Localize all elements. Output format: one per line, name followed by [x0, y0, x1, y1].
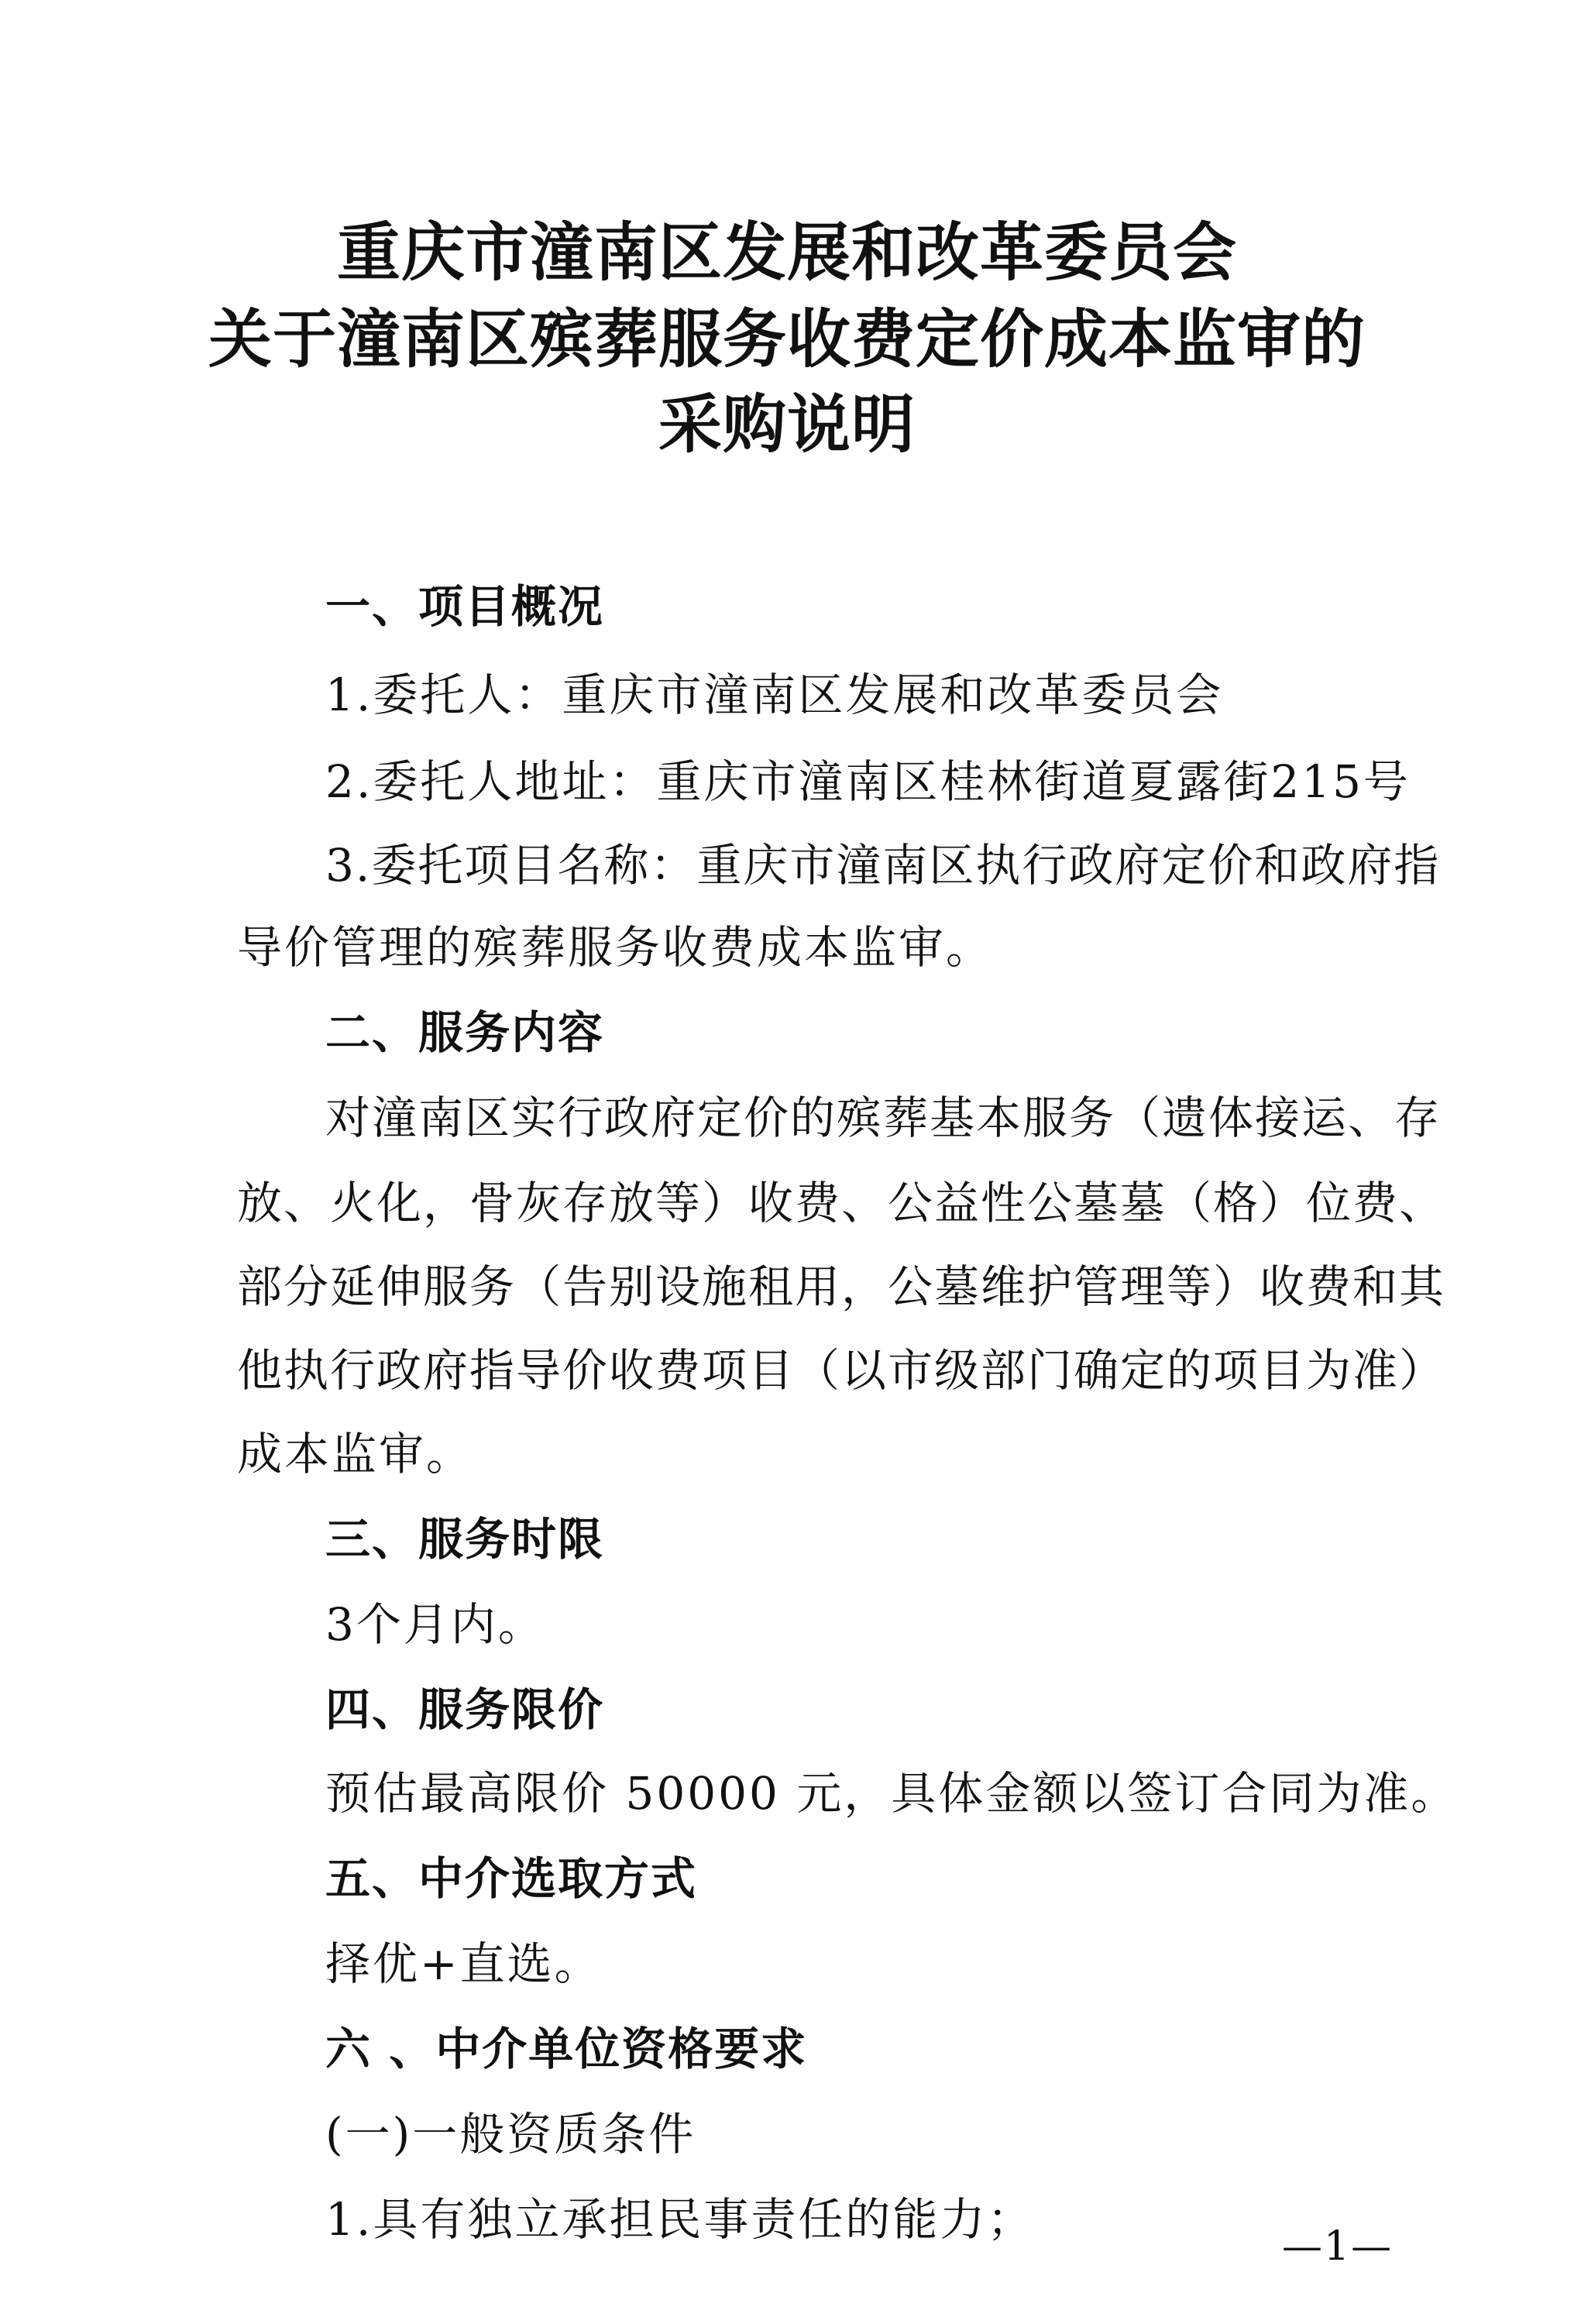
section-2-line-4: 他执行政府指导价收费项目（以市级部门确定的项目为准）: [237, 1344, 1446, 1397]
page-number: —1—: [1282, 2223, 1394, 2270]
section-5-line-1: 择优+直选。: [325, 1937, 602, 1990]
section-3-heading: 三、服务时限: [325, 1513, 605, 1566]
section-4-heading: 四、服务限价: [325, 1683, 605, 1736]
section-4-line-1: 预估最高限价 50000 元，具体金额以签订合同为准。: [325, 1767, 1459, 1820]
section-6-heading: 六 、中介单位资格要求: [325, 2023, 808, 2075]
section-1-line-2: 2.委托人地址：重庆市潼南区桂林街道夏露街215号: [325, 755, 1411, 808]
section-2-line-2: 放、火化，骨灰存放等）收费、公益性公墓墓（格）位费、: [237, 1177, 1446, 1229]
section-6-line-2: 1.具有独立承担民事责任的能力；: [325, 2193, 1035, 2246]
section-5-heading: 五、中介选取方式: [325, 1852, 698, 1905]
section-2-heading: 二、服务内容: [325, 1006, 605, 1059]
document-title-line-1: 重庆市潼南区发展和改革委员会: [336, 216, 1237, 290]
section-2-line-3: 部分延伸服务（告别设施租用，公墓维护管理等）收费和其: [237, 1260, 1446, 1313]
section-2-line-1: 对潼南区实行政府定价的殡葬基本服务（遗体接运、存: [325, 1092, 1442, 1144]
section-1-line-4: 导价管理的殡葬服务收费成本监审。: [237, 921, 994, 974]
section-1-heading: 一、项目概况: [325, 580, 605, 633]
section-2-line-5: 成本监审。: [237, 1428, 474, 1480]
document-title-line-3: 采购说明: [658, 388, 916, 462]
section-6-line-1: (一)一般资质条件: [325, 2108, 696, 2161]
document-title-line-2: 关于潼南区殡葬服务收费定价成本监审的: [208, 303, 1366, 376]
section-1-line-3: 3.委托项目名称：重庆市潼南区执行政府定价和政府指: [325, 839, 1441, 892]
section-3-line-1: 3个月内。: [325, 1598, 545, 1651]
section-1-line-1: 1.委托人：重庆市潼南区发展和改革委员会: [325, 669, 1224, 721]
